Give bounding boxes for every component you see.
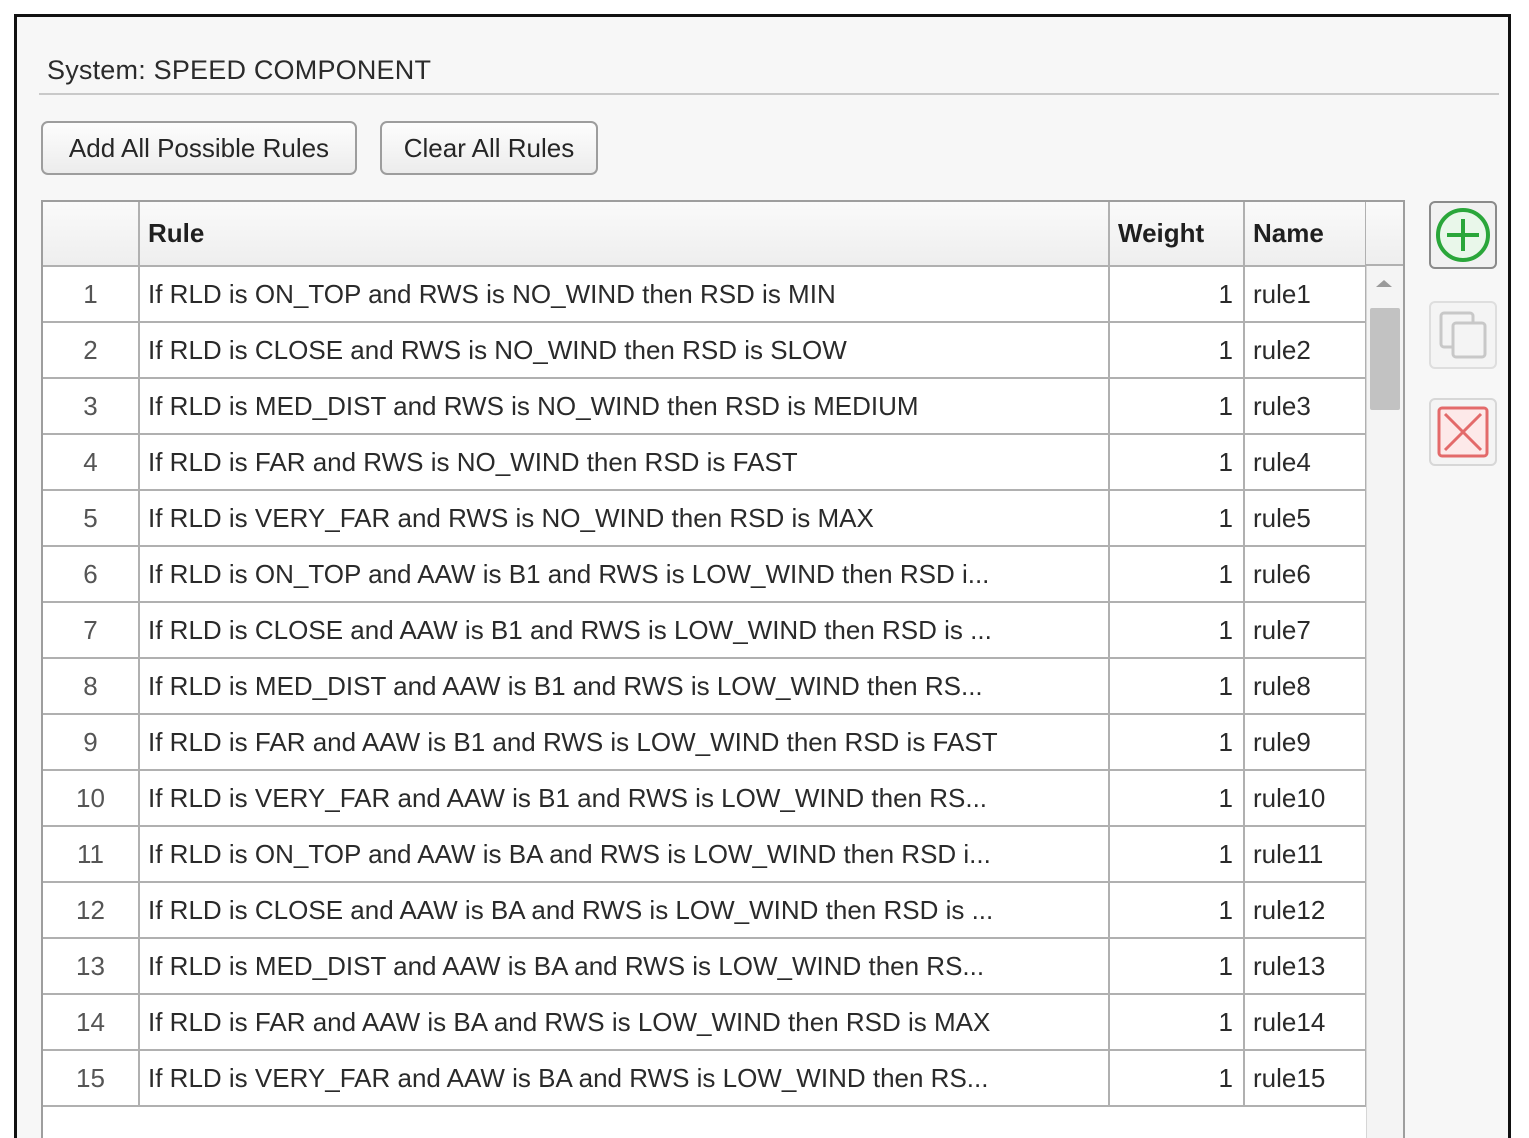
add-rule-button[interactable] bbox=[1429, 201, 1497, 269]
scroll-thumb[interactable] bbox=[1370, 308, 1400, 410]
delete-rule-button[interactable] bbox=[1429, 398, 1497, 466]
row-index-cell[interactable]: 7 bbox=[43, 602, 139, 658]
table-row[interactable] bbox=[43, 714, 1366, 770]
table-row[interactable] bbox=[43, 602, 1366, 658]
weight-cell[interactable]: 1 bbox=[1109, 994, 1244, 1050]
weight-cell[interactable]: 1 bbox=[1109, 658, 1244, 714]
add-rule-icon bbox=[1433, 205, 1493, 265]
weight-cell[interactable]: 1 bbox=[1109, 938, 1244, 994]
row-index-cell[interactable]: 6 bbox=[43, 546, 139, 602]
table-row[interactable] bbox=[43, 490, 1366, 546]
name-cell[interactable]: rule1 bbox=[1244, 266, 1366, 322]
table-row[interactable] bbox=[43, 434, 1366, 490]
weight-cell[interactable]: 1 bbox=[1109, 882, 1244, 938]
row-index-cell[interactable]: 15 bbox=[43, 1050, 139, 1106]
rule-cell[interactable]: If RLD is VERY_FAR and RWS is NO_WIND then RSD is MAX bbox=[139, 490, 1109, 546]
row-index-cell[interactable]: 3 bbox=[43, 378, 139, 434]
table-row[interactable] bbox=[43, 266, 1366, 322]
weight-cell[interactable]: 1 bbox=[1109, 826, 1244, 882]
row-index-cell[interactable]: 4 bbox=[43, 434, 139, 490]
rule-cell[interactable]: If RLD is MED_DIST and RWS is NO_WIND then RSD is MEDIUM bbox=[139, 378, 1109, 434]
rule-cell[interactable]: If RLD is ON_TOP and AAW is B1 and RWS is LOW_WIND then RSD i... bbox=[139, 546, 1109, 602]
name-cell[interactable]: rule7 bbox=[1244, 602, 1366, 658]
scroll-up-arrow-icon[interactable] bbox=[1376, 280, 1392, 287]
header-rule[interactable]: Rule bbox=[139, 202, 1109, 266]
name-cell[interactable]: rule13 bbox=[1244, 938, 1366, 994]
clear-all-rules-button[interactable]: Clear All Rules bbox=[380, 121, 598, 175]
name-cell[interactable]: rule2 bbox=[1244, 322, 1366, 378]
name-cell[interactable]: rule15 bbox=[1244, 1050, 1366, 1106]
vertical-scrollbar[interactable] bbox=[1366, 266, 1403, 1138]
table-header-row bbox=[43, 202, 1366, 266]
row-index-cell[interactable]: 13 bbox=[43, 938, 139, 994]
header-index[interactable] bbox=[43, 202, 139, 266]
divider bbox=[39, 93, 1499, 95]
weight-cell[interactable]: 1 bbox=[1109, 602, 1244, 658]
weight-cell[interactable]: 1 bbox=[1109, 266, 1244, 322]
rule-cell[interactable]: If RLD is FAR and AAW is BA and RWS is LOW_WIND then RSD is MAX bbox=[139, 994, 1109, 1050]
table-row[interactable] bbox=[43, 322, 1366, 378]
weight-cell[interactable]: 1 bbox=[1109, 434, 1244, 490]
delete-rule-icon bbox=[1433, 402, 1493, 462]
table-row[interactable] bbox=[43, 658, 1366, 714]
table-row[interactable] bbox=[43, 826, 1366, 882]
rule-cell[interactable]: If RLD is MED_DIST and AAW is BA and RWS is LOW_WIND then RS... bbox=[139, 938, 1109, 994]
row-index-cell[interactable]: 14 bbox=[43, 994, 139, 1050]
rule-cell[interactable]: If RLD is CLOSE and RWS is NO_WIND then RSD is SLOW bbox=[139, 322, 1109, 378]
table-row[interactable] bbox=[43, 938, 1366, 994]
row-index-cell[interactable]: 2 bbox=[43, 322, 139, 378]
table-row[interactable] bbox=[43, 546, 1366, 602]
table-row[interactable] bbox=[43, 770, 1366, 826]
name-cell[interactable]: rule12 bbox=[1244, 882, 1366, 938]
name-cell[interactable]: rule8 bbox=[1244, 658, 1366, 714]
rule-cell[interactable]: If RLD is CLOSE and AAW is BA and RWS is LOW_WIND then RSD is ... bbox=[139, 882, 1109, 938]
weight-cell[interactable]: 1 bbox=[1109, 714, 1244, 770]
rule-cell[interactable]: If RLD is VERY_FAR and AAW is B1 and RWS is LOW_WIND then RS... bbox=[139, 770, 1109, 826]
rule-cell[interactable]: If RLD is VERY_FAR and AAW is BA and RWS is LOW_WIND then RS... bbox=[139, 1050, 1109, 1106]
table-row[interactable] bbox=[43, 994, 1366, 1050]
header-spacer bbox=[1366, 202, 1403, 266]
row-index-cell[interactable]: 11 bbox=[43, 826, 139, 882]
name-cell[interactable]: rule10 bbox=[1244, 770, 1366, 826]
rule-cell[interactable]: If RLD is ON_TOP and AAW is BA and RWS is LOW_WIND then RSD i... bbox=[139, 826, 1109, 882]
weight-cell[interactable]: 1 bbox=[1109, 378, 1244, 434]
weight-cell[interactable]: 1 bbox=[1109, 322, 1244, 378]
header-name[interactable]: Name bbox=[1244, 202, 1366, 266]
rule-cell[interactable]: If RLD is MED_DIST and AAW is B1 and RWS is LOW_WIND then RS... bbox=[139, 658, 1109, 714]
name-cell[interactable]: rule5 bbox=[1244, 490, 1366, 546]
weight-cell[interactable]: 1 bbox=[1109, 490, 1244, 546]
rule-cell[interactable]: If RLD is ON_TOP and RWS is NO_WIND then RSD is MIN bbox=[139, 266, 1109, 322]
row-index-cell[interactable]: 8 bbox=[43, 658, 139, 714]
weight-cell[interactable]: 1 bbox=[1109, 546, 1244, 602]
system-label: System: SPEED COMPONENT bbox=[47, 55, 432, 85]
weight-cell[interactable]: 1 bbox=[1109, 1050, 1244, 1106]
rule-editor-panel bbox=[14, 14, 1511, 1138]
rule-cell[interactable]: If RLD is FAR and AAW is B1 and RWS is LOW_WIND then RSD is FAST bbox=[139, 714, 1109, 770]
row-index-cell[interactable]: 9 bbox=[43, 714, 139, 770]
table-row[interactable] bbox=[43, 882, 1366, 938]
copy-rule-icon bbox=[1433, 305, 1493, 365]
header-weight[interactable]: Weight bbox=[1109, 202, 1244, 266]
name-cell[interactable]: rule6 bbox=[1244, 546, 1366, 602]
rules-table bbox=[41, 200, 1405, 1138]
table-row[interactable] bbox=[43, 378, 1366, 434]
name-cell[interactable]: rule11 bbox=[1244, 826, 1366, 882]
rule-cell[interactable]: If RLD is CLOSE and AAW is B1 and RWS is LOW_WIND then RSD is ... bbox=[139, 602, 1109, 658]
name-cell[interactable]: rule4 bbox=[1244, 434, 1366, 490]
name-cell[interactable]: rule14 bbox=[1244, 994, 1366, 1050]
add-all-possible-rules-button[interactable]: Add All Possible Rules bbox=[41, 121, 357, 175]
row-index-cell[interactable]: 5 bbox=[43, 490, 139, 546]
name-cell[interactable]: rule3 bbox=[1244, 378, 1366, 434]
row-index-cell[interactable]: 10 bbox=[43, 770, 139, 826]
copy-rule-button[interactable] bbox=[1429, 301, 1497, 369]
table-row[interactable] bbox=[43, 1050, 1366, 1106]
weight-cell[interactable]: 1 bbox=[1109, 770, 1244, 826]
row-index-cell[interactable]: 1 bbox=[43, 266, 139, 322]
name-cell[interactable]: rule9 bbox=[1244, 714, 1366, 770]
row-index-cell[interactable]: 12 bbox=[43, 882, 139, 938]
rule-cell[interactable]: If RLD is FAR and RWS is NO_WIND then RSD is FAST bbox=[139, 434, 1109, 490]
